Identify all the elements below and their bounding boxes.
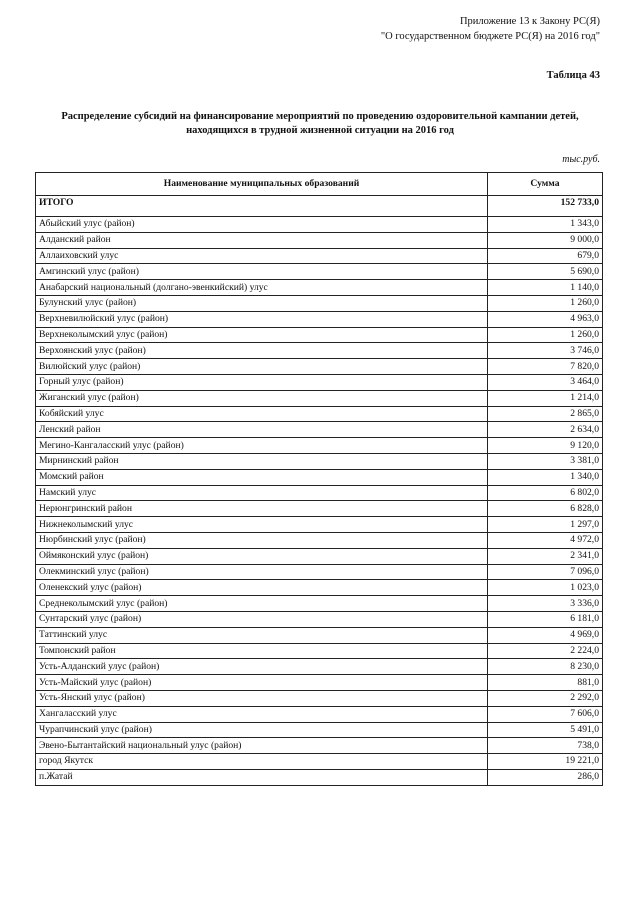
municipality-name: Булунский улус (район) xyxy=(36,295,488,311)
subsidy-amount: 3 464,0 xyxy=(488,374,603,390)
subsidy-amount: 2 292,0 xyxy=(488,690,603,706)
subsidy-amount: 2 865,0 xyxy=(488,406,603,422)
municipality-name: Верхоянский улус (район) xyxy=(36,343,488,359)
subsidy-amount: 7 096,0 xyxy=(488,564,603,580)
subsidy-amount: 1 260,0 xyxy=(488,295,603,311)
subsidy-amount: 7 820,0 xyxy=(488,359,603,375)
municipality-name: Хангаласский улус xyxy=(36,706,488,722)
subsidy-table xyxy=(35,172,603,786)
appendix-line-2: "О государственном бюджете РС(Я) на 2016 год" xyxy=(380,31,600,42)
municipality-name: Таттинский улус xyxy=(36,627,488,643)
subsidy-amount: 5 491,0 xyxy=(488,722,603,738)
unit-label: тыс.руб. xyxy=(562,154,600,165)
municipality-name: Усть-Майский улус (район) xyxy=(36,675,488,691)
table-row xyxy=(36,580,603,596)
table-row xyxy=(36,390,603,406)
subsidy-amount: 1 140,0 xyxy=(488,280,603,296)
table-number: Таблица 43 xyxy=(546,70,600,81)
subsidy-amount: 6 181,0 xyxy=(488,611,603,627)
subsidy-amount: 6 828,0 xyxy=(488,501,603,517)
subsidy-amount: 1 297,0 xyxy=(488,517,603,533)
table-row xyxy=(36,422,603,438)
subsidy-amount: 286,0 xyxy=(488,769,603,785)
municipality-name: Верхневилюйский улус (район) xyxy=(36,311,488,327)
table-row xyxy=(36,438,603,454)
subsidy-amount: 1 023,0 xyxy=(488,580,603,596)
table-row xyxy=(36,311,603,327)
subsidy-amount: 8 230,0 xyxy=(488,659,603,675)
subsidy-amount: 3 336,0 xyxy=(488,596,603,612)
table-header-row xyxy=(36,173,603,196)
table-row xyxy=(36,548,603,564)
municipality-name: Нерюнгринский район xyxy=(36,501,488,517)
table-row xyxy=(36,232,603,248)
subsidy-amount: 1 260,0 xyxy=(488,327,603,343)
appendix-line-1: Приложение 13 к Закону РС(Я) xyxy=(459,16,600,27)
column-header-name: Наименование муниципальных образований xyxy=(36,173,488,196)
subsidy-amount: 9 120,0 xyxy=(488,438,603,454)
subsidy-amount: 1 214,0 xyxy=(488,390,603,406)
municipality-name: Сунтарский улус (район) xyxy=(36,611,488,627)
table-row xyxy=(36,280,603,296)
table-row xyxy=(36,343,603,359)
document-title xyxy=(40,110,600,138)
municipality-name: Мегино-Кангаласский улус (район) xyxy=(36,438,488,454)
municipality-name: Оймяконский улус (район) xyxy=(36,548,488,564)
municipality-name: Мирнинский район xyxy=(36,453,488,469)
municipality-name: Эвено-Бытантайский национальный улус (район) xyxy=(36,738,488,754)
municipality-name: Оленекский улус (район) xyxy=(36,580,488,596)
subsidy-amount: 2 224,0 xyxy=(488,643,603,659)
table-row xyxy=(36,659,603,675)
municipality-name: Среднеколымский улус (район) xyxy=(36,596,488,612)
subsidy-amount: 4 969,0 xyxy=(488,627,603,643)
table-row xyxy=(36,469,603,485)
table-row xyxy=(36,690,603,706)
municipality-name: Анабарский национальный (долгано-эвенкийский) улус xyxy=(36,280,488,296)
table-row xyxy=(36,295,603,311)
total-label: ИТОГО xyxy=(36,196,488,217)
municipality-name: Нюрбинский улус (район) xyxy=(36,532,488,548)
subsidy-amount: 3 381,0 xyxy=(488,453,603,469)
subsidy-amount: 1 343,0 xyxy=(488,217,603,233)
municipality-name: Жиганский улус (район) xyxy=(36,390,488,406)
table-row xyxy=(36,517,603,533)
subsidy-amount: 4 963,0 xyxy=(488,311,603,327)
table-row xyxy=(36,564,603,580)
title-line-2: находящихся в трудной жизненной ситуации на 2016 год xyxy=(186,125,454,136)
municipality-name: город Якутск xyxy=(36,754,488,770)
table-row xyxy=(36,359,603,375)
municipality-name: Абыйский улус (район) xyxy=(36,217,488,233)
subsidy-amount: 7 606,0 xyxy=(488,706,603,722)
total-value: 152 733,0 xyxy=(488,196,603,217)
subsidy-amount: 2 634,0 xyxy=(488,422,603,438)
table-row xyxy=(36,643,603,659)
subsidy-amount: 1 340,0 xyxy=(488,469,603,485)
municipality-name: Усть-Янский улус (район) xyxy=(36,690,488,706)
municipality-name: Аллаиховский улус xyxy=(36,248,488,264)
municipality-name: Момский район xyxy=(36,469,488,485)
table-row xyxy=(36,596,603,612)
table-row xyxy=(36,754,603,770)
table-row xyxy=(36,706,603,722)
table-row xyxy=(36,722,603,738)
municipality-name: Кобяйский улус xyxy=(36,406,488,422)
subsidy-amount: 4 972,0 xyxy=(488,532,603,548)
table-row xyxy=(36,769,603,785)
municipality-name: Усть-Алданский улус (район) xyxy=(36,659,488,675)
municipality-name: Олекминский улус (район) xyxy=(36,564,488,580)
subsidy-amount: 881,0 xyxy=(488,675,603,691)
municipality-name: Амгинский улус (район) xyxy=(36,264,488,280)
municipality-name: Нижнеколымский улус xyxy=(36,517,488,533)
total-row xyxy=(36,196,603,217)
table-row xyxy=(36,453,603,469)
subsidy-amount: 5 690,0 xyxy=(488,264,603,280)
table-row xyxy=(36,374,603,390)
municipality-name: Ленский район xyxy=(36,422,488,438)
subsidy-amount: 9 000,0 xyxy=(488,232,603,248)
table-row xyxy=(36,738,603,754)
table-row xyxy=(36,532,603,548)
municipality-name: Томпонский район xyxy=(36,643,488,659)
subsidy-amount: 738,0 xyxy=(488,738,603,754)
subsidy-amount: 2 341,0 xyxy=(488,548,603,564)
municipality-name: Алданский район xyxy=(36,232,488,248)
municipality-name: Намский улус xyxy=(36,485,488,501)
municipality-name: Вилюйский улус (район) xyxy=(36,359,488,375)
municipality-name: п.Жатай xyxy=(36,769,488,785)
appendix-reference xyxy=(381,14,600,44)
municipality-name: Горный улус (район) xyxy=(36,374,488,390)
table-row xyxy=(36,627,603,643)
table-row xyxy=(36,217,603,233)
subsidy-amount: 19 221,0 xyxy=(488,754,603,770)
column-header-sum: Сумма xyxy=(488,173,603,196)
subsidy-amount: 679,0 xyxy=(488,248,603,264)
table-row xyxy=(36,501,603,517)
municipality-name: Верхнеколымский улус (район) xyxy=(36,327,488,343)
municipality-name: Чурапчинский улус (район) xyxy=(36,722,488,738)
subsidy-amount: 6 802,0 xyxy=(488,485,603,501)
table-row xyxy=(36,264,603,280)
title-line-1: Распределение субсидий на финансирование мероприятий по проведению оздоровительной кампании детей, xyxy=(61,111,579,122)
table-row xyxy=(36,327,603,343)
table-row xyxy=(36,485,603,501)
subsidy-amount: 3 746,0 xyxy=(488,343,603,359)
table-row xyxy=(36,675,603,691)
table-row xyxy=(36,611,603,627)
table-row xyxy=(36,406,603,422)
table-row xyxy=(36,248,603,264)
